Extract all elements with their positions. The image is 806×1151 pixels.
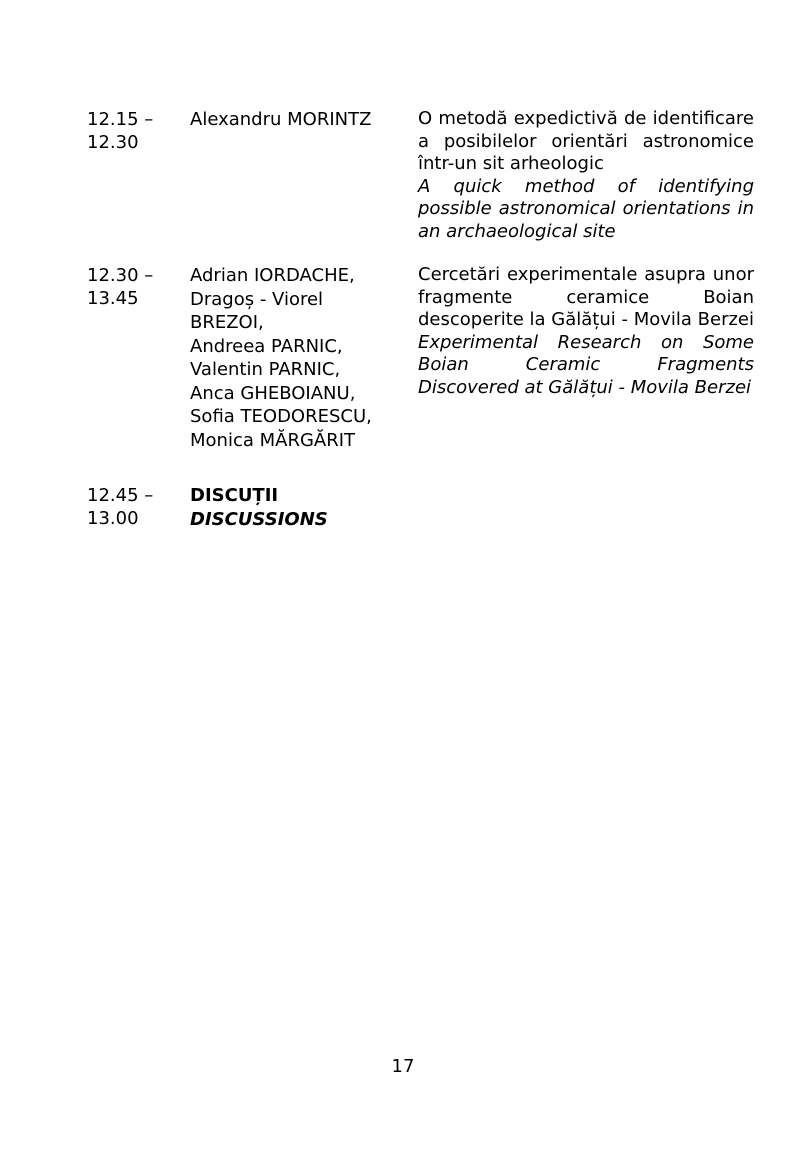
discussion-block — [190, 484, 410, 531]
author-name: Alexandru MORINTZ — [190, 109, 372, 130]
discussion-label-english: DISCUSSIONS — [190, 508, 328, 530]
author-name: Anca GHEBOIANU, — [190, 382, 356, 404]
discussion-label-romanian: DISCUȚII — [190, 485, 279, 506]
author-name: Monica MĂRGĂRIT — [190, 429, 356, 451]
author-name: Andreea PARNIC, — [190, 335, 343, 357]
author-name: Dragoș - Viorel — [190, 288, 324, 310]
page-number: 17 — [391, 1056, 415, 1077]
session-time — [87, 264, 177, 310]
session-time — [87, 108, 177, 154]
presentation-title — [418, 108, 754, 243]
title-romanian: O metodă expedictivă de identificare a posibilelor orientări astronomice într-un sit arheologic — [418, 108, 754, 174]
author-name: Valentin PARNIC, — [190, 359, 341, 380]
title-romanian: Cercetări experimentale asupra unor fragmente ceramice Boian descoperite la Gălățui - Movila Berzei — [418, 264, 755, 330]
title-english: Experimental Research on Some Boian Ceramic Fragments Discovered at Gălățui - Movila Berzei — [418, 331, 754, 398]
time-start: 12.45 – — [87, 485, 154, 506]
author-name: Sofia TEODORESCU, — [190, 406, 372, 427]
time-start: 12.15 – — [87, 109, 154, 130]
session-authors — [190, 264, 410, 452]
presentation-title — [418, 264, 754, 399]
time-end: 13.45 — [87, 288, 139, 309]
time-end: 13.00 — [87, 508, 139, 529]
title-english: A quick method of identifying possible astronomical orientations in an archaeological site — [418, 175, 754, 242]
session-time — [87, 484, 177, 530]
author-name: Adrian IORDACHE, — [190, 265, 355, 286]
time-end: 12.30 — [87, 132, 139, 153]
author-name: BREZOI, — [190, 312, 264, 333]
session-authors — [190, 108, 410, 132]
time-start: 12.30 – — [87, 265, 154, 286]
